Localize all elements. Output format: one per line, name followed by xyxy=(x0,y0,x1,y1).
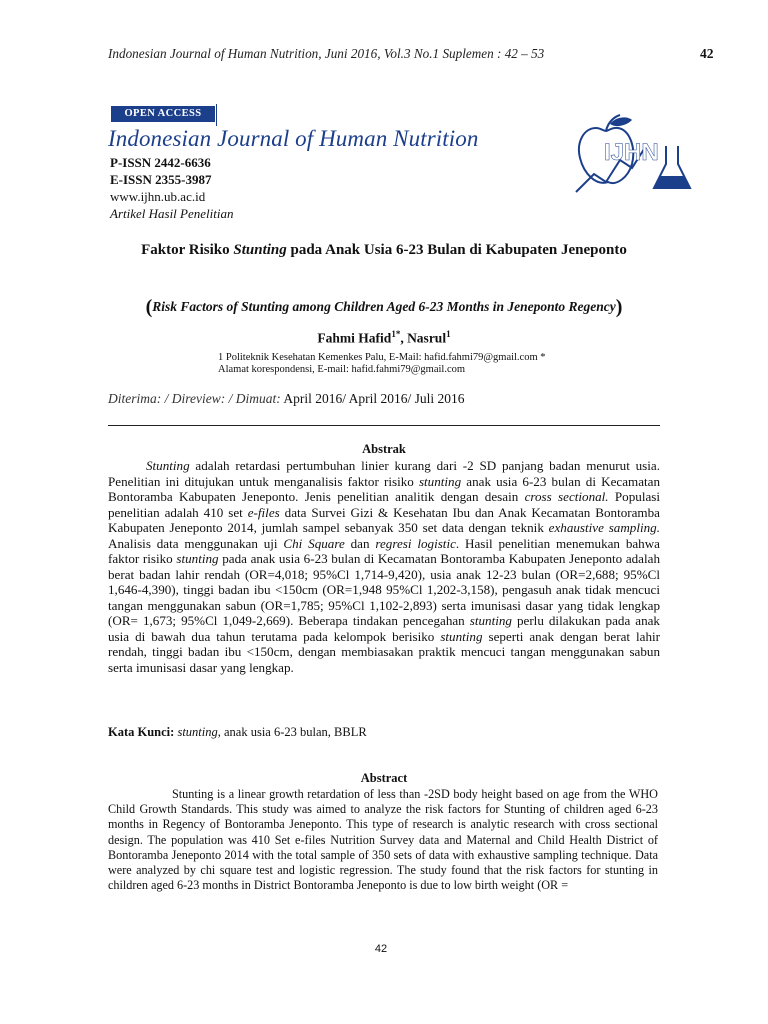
running-header: Indonesian Journal of Human Nutrition, Juni 2016, Vol.3 No.1 Suplemen : 42 – 53 xyxy=(108,46,545,61)
article-title: Faktor Risiko Stunting pada Anak Usia 6-23 Bulan di Kabupaten Jeneponto xyxy=(141,242,627,258)
logo-text: IJHN xyxy=(604,139,659,166)
article-type: Artikel Hasil Penelitian xyxy=(110,206,234,221)
abstract-heading: Abstract xyxy=(360,771,408,785)
abstrak-segment: stunting xyxy=(469,613,512,628)
journal-name: Indonesian Journal of Human Nutrition xyxy=(108,126,479,151)
publication-dates: Diterima: / Direview: / Dimuat: April 2016/ April 2016/ Juli 2016 xyxy=(108,391,465,406)
abstrak-segment: . Hasil penelitian menemukan bahwa faktor risiko xyxy=(108,535,660,566)
abstrak-segment: e-files xyxy=(247,504,280,520)
open-access-badge: OPEN ACCESS xyxy=(111,106,215,122)
abstrak-segment: perlu dilakukan pada anak usia di bawah dua tahun terutama pada kelompok berisiko xyxy=(108,613,660,644)
author-list: Fahmi Hafid$^{1*}$, Nasrul$^1$ xyxy=(317,329,451,346)
abstrak-segment: regresi logistic xyxy=(375,535,456,551)
abstrak-body xyxy=(108,458,660,675)
abstrak-segment: Analisis data menggunakan uji xyxy=(108,535,284,551)
article-subtitle: (Risk Factors of Stunting among Children Aged 6-23 Months in Jeneponto Regency) xyxy=(145,296,623,318)
abstrak-segment: cross sectional. xyxy=(524,489,609,504)
abstrak-segment: dan xyxy=(344,535,376,551)
affiliation-line-2: Alamat korespondensi, E-mail: hafid.fahmi79@gmail.com xyxy=(218,364,466,375)
abstrak-segment: stunting xyxy=(418,473,462,489)
ijhn-logo xyxy=(574,112,702,194)
abstract-body: Stunting is a linear growth retardation of less than -2SD body height based on age from the WHO Child Growth Standards. This study was aimed to analyze the risk factors for Stunting of children aged 6-23 months in Regency of Bontoramba Jeneponto. This type of research is analytic research with cross sectional design. The population was 410 Set e-files Nutrition Survey data and Maternal and Child Health District of Bontoramba Jeneponto 2014 with the total sample of 350 sets of data with exhaustive sampling technique. Data were analyzed by chi square test and logistic regression. The study found that the risk factors for stunting in children aged 6-23 months in District Bontoramba Jeneponto is due to low birth weight (OR = xyxy=(108,787,658,893)
abstrak-segment: seperti anak dengan berat lahir rendah, tinggi badan ibu <150cm, dengan membiasakan praktik mencuci tangan menggunakan sabun serta imunisasi dasar yang lengkap. xyxy=(108,628,660,675)
header-divider xyxy=(108,425,660,426)
journal-website-link[interactable]: www.ijhn.ub.ac.id xyxy=(110,189,206,204)
abstrak-segment: adalah retardasi pertumbuhan linier kurang dari -2 SD panjang badan menurut usia. Penelitian ini ditujukan untuk menganalisis faktor risiko xyxy=(108,458,660,489)
affiliation-line-1: 1 Politeknik Kesehatan Kemenkes Palu, E-Mail: hafid.fahmi79@gmail.com * xyxy=(218,352,546,363)
p-issn: P-ISSN 2442-6636 xyxy=(110,155,211,170)
abstrak-heading: Abstrak xyxy=(362,442,406,456)
abstrak-segment: Populasi penelitian adalah 410 set xyxy=(108,489,661,520)
page-number-top: 42 xyxy=(700,46,714,61)
abstrak-segment: pada anak usia 6-23 bulan di Kecamatan Bontoramba Kabupaten Jeneponto adalah berat badan lahir rendah (OR=4,018; 95%Cl 1,714-9,420), usia anak 12-23 bulan (OR=2,688; 95%Cl 1,646-4,390), tinggi badan ibu <150cm (OR=1,948 95%Cl 1,202-3,158), pengasuh anak tidak mencuci tangan menggunakan sabun (OR=1,785; 95%Cl 1,102-2,893) serta imunisasi dasar yang tidak lengkap (OR= 1,673; 95%Cl 1,049-2,669). Beberapa tindakan pencegahan xyxy=(108,551,660,628)
abstrak-segment: stunting xyxy=(176,551,219,566)
keywords: Kata Kunci: stunting, anak usia 6-23 bulan, BBLR xyxy=(108,725,367,739)
abstrak-segment: anak usia 6-23 bulan di Kecamatan Bontoramba Kabupaten Jeneponto. Jenis penelitian analitik dengan desain xyxy=(108,473,661,504)
page-number-bottom: 42 xyxy=(374,943,388,955)
abstrak-segment: Chi Square xyxy=(283,535,345,551)
e-issn: E-ISSN 2355-3987 xyxy=(110,172,212,187)
abstrak-segment: Stunting xyxy=(146,458,190,473)
abstrak-segment: exhaustive sampling. xyxy=(548,520,660,535)
abstrak-segment: stunting xyxy=(440,628,483,644)
badge-divider xyxy=(216,104,217,126)
affiliation xyxy=(218,352,658,376)
abstrak-segment: data Survei Gizi & Kesehatan Ibu dan Anak Kecamatan Bontoramba Kabupaten Jeneponto 2014, jumlah sampel sebanyak 350 set data dengan teknik xyxy=(108,504,660,535)
